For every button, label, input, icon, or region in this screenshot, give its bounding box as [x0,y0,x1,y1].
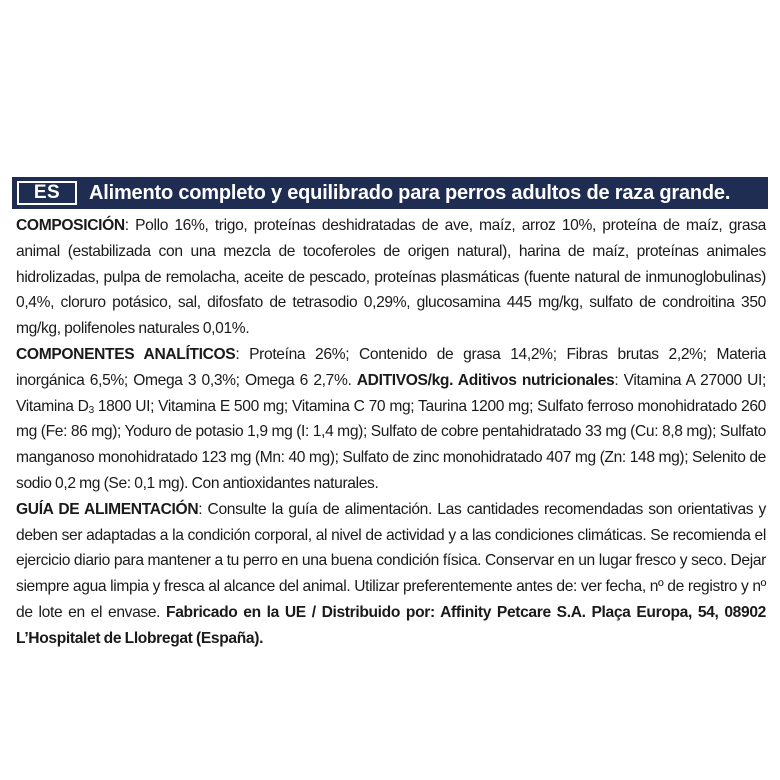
analytical-text: : Proteína 26%; Contenido de grasa 14,2%; Fibras brutas 2,2%; Materia inorgánica 6,5%; Omega 3 0,3%; Omega 6 2,7%. [16,345,766,389]
composition-label: COMPOSICIÓN [16,217,125,234]
feeding-text: : Consulte la guía de alimentación. Las cantidades recomendadas son orientativas y deben ser adaptadas a la condición corporal, al nivel de actividad y a las condiciones climáticas. Se recomienda el ejercicio diario para mantener a tu perro en una buena condición física. Conservar en un lugar fresco y seco. Dejar siempre agua limpia y fresca al alcance del animal. Utilizar preferentemente antes de: ver fecha, nº de registro y nº de lote en el envase. [16,500,766,621]
label-body [16,213,766,652]
analytical-section [16,342,766,497]
label-panel [12,177,768,652]
vitamin-d-subscript: 3 [88,404,94,416]
composition-text: : Pollo 16%, trigo, proteínas deshidratadas de ave, maíz, arroz 10%, proteína de maíz, grasa animal (estabilizada con una mezcla de tocoferoles de origen natural), harina de maíz, proteínas animales hidrolizadas, pulpa de remolacha, aceite de pescado, proteínas plasmáticas (fuente natural de inmunoglobulinas) 0,4%, cloruro potásico, sal, difosfato de tetrasodio 0,29%, glucosamina 445 mg/kg, sulfato de condroitina 350 mg/kg, polifenoles naturales 0,01%. [16,217,766,338]
manufacturer-text: Fabricado en la UE / Distribuido por: Affinity Petcare S.A. Plaça Europa, 54, 08902 L’Hospitalet de Llobregat (España). [16,603,766,647]
analytical-label: COMPONENTES ANALÍTICOS [16,345,236,363]
product-description-title: Alimento completo y equilibrado para perros adultos de raza grande. [89,181,731,204]
feeding-section [16,497,766,652]
additives-text-b: 1800 UI; Vitamina E 500 mg; Vitamina C 70 mg; Taurina 1200 mg; Sulfato ferroso monohidratado 260 mg (Fe: 86 mg); Yoduro de potasio 1,9 mg (I: 1,4 mg); Sulfato de cobre pentahidratado 33 mg (Cu: 8,8 mg); Sulfato manganoso monohidratado 123 mg (Mn: 40 mg); Sulfato de zinc monohidratado 407 mg (Zn: 148 mg); Selenito de sodio 0,2 mg (Se: 0,1 mg). Con antioxidantes naturales. [16,397,766,492]
feeding-label: GUÍA DE ALIMENTACIÓN [16,500,199,518]
composition-section [16,213,766,342]
additives-label: ADITIVOS/kg. Aditivos nutricionales [356,371,615,389]
header-bar [12,177,768,209]
additives-text-a: : Vitamina A 27000 UI; Vitamina D [16,371,766,415]
language-badge: ES [17,181,77,205]
